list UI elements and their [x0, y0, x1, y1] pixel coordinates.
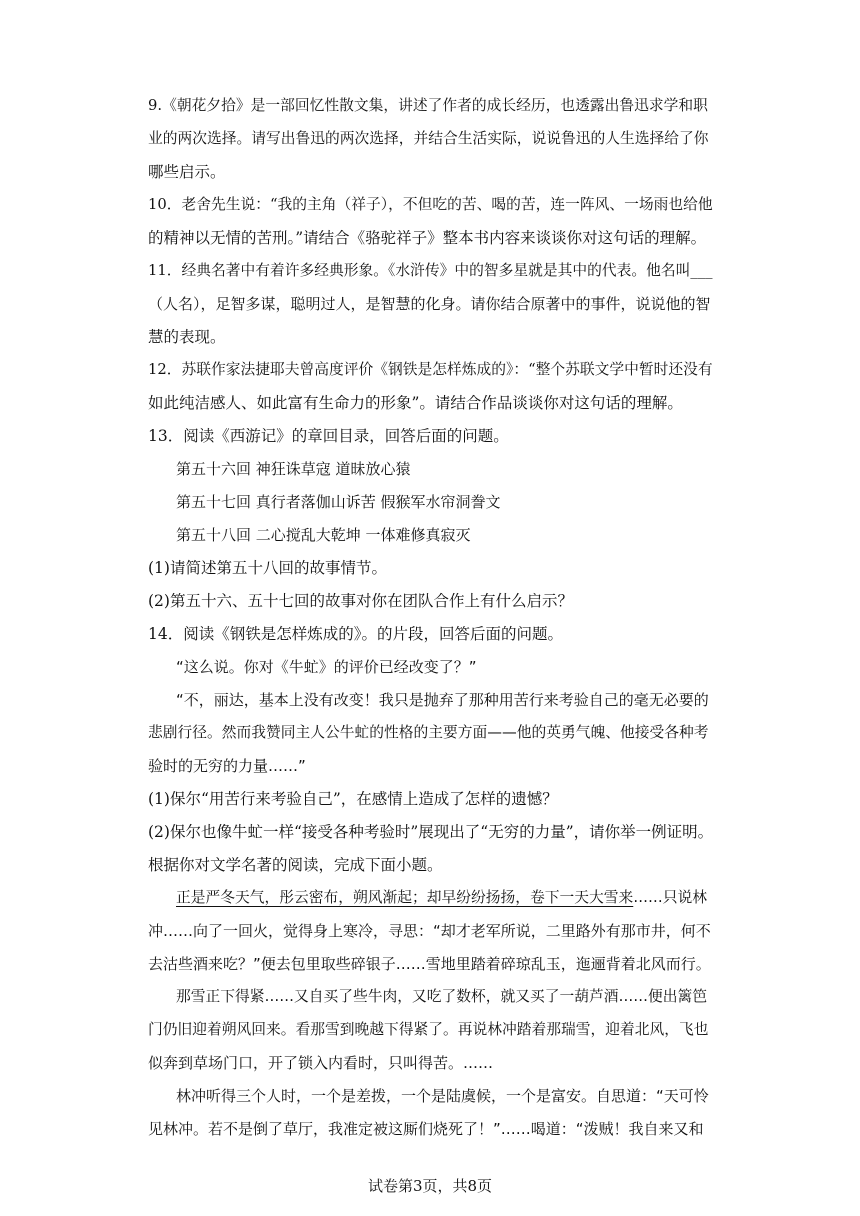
q13-chapter-57: 第五十七回 真行者落伽山诉苦 假猴军水帘洞誊文	[176, 493, 501, 511]
shuihu-passage-line-3: 去沽些酒来吃？”便去包里取些碎银子……雪地里踏着碎琼乱玉，迤逦背着北风而行。	[148, 955, 711, 973]
underlined-sentence: 正是严冬天气，彤云密布，朔风渐起；却早纷纷扬扬，卷下一天大雪来	[176, 889, 634, 906]
q9-line-3: 哪些启示。	[148, 163, 226, 181]
q11-line-3: 慧的表现。	[148, 328, 226, 346]
shuihu-passage-line-7: 林冲听得三个人时，一个是差拨，一个是陆虞候，一个是富安。自思道：“天可怜	[176, 1087, 709, 1105]
q13-sub-1: (1)请简述第五十八回的故事情节。	[148, 559, 387, 577]
q14-sub-2: (2)保尔也像牛虻一样“接受各种考验时”展现出了“无穷的力量”，请你举一例证明。	[148, 823, 714, 841]
q14-passage-line-3: 悲剧行径。然而我赞同主人公牛虻的性格的主要方面——他的英勇气魄、他接受各种考	[148, 724, 709, 741]
shuihu-passage-line-1	[176, 887, 707, 909]
q13-chapter-56: 第五十六回 神狂诛草寇 道昧放心猿	[176, 460, 411, 478]
section-intro: 根据你对文学名著的阅读，完成下面小题。	[148, 856, 443, 874]
q14-passage-line-2: “不，丽达，基本上没有改变！我只是抛弃了那种用苦行来考验自己的毫无必要的	[176, 691, 709, 709]
q14-passage-line-1: “这么说。你对《牛虻》的评价已经改变了？”	[176, 658, 477, 676]
page-footer: 试卷第3页，共8页	[367, 1177, 493, 1195]
shuihu-passage-line-4: 那雪正下得紧……又自买了些牛肉，又吃了数杯，就又买了一葫芦酒……便出篱笆	[176, 988, 707, 1005]
shuihu-passage-line-5: 门仍旧迎着朔风回来。看那雪到晚越下得紧了。再说林冲踏着那瑞雪，迎着北风，飞也	[148, 1021, 709, 1038]
q9-line-2: 业的两次选择。请写出鲁迅的两次选择，并结合生活实际，说说鲁迅的人生选择给了你	[148, 130, 709, 147]
q9-line-1: 9.《朝花夕拾》是一部回忆性散文集，讲述了作者的成长经历，也透露出鲁迅求学和职	[148, 97, 708, 114]
q14-stem: 14．阅读《钢铁是怎样炼成的》。的片段，回答后面的问题。	[148, 625, 563, 643]
q10-line-2: 的精神以无情的苦刑。”请结合《骆驼祥子》整本书内容来谈谈你对这句话的理解。	[148, 229, 707, 247]
shuihu-passage-line-6: 似奔到草场门口，开了锁入内看时，只叫得苦。……	[148, 1054, 494, 1072]
shuihu-passage-line-2: 冲……向了一回火，觉得身上寒冷，寻思：“却才老军所说，二里路外有那市井，何不	[148, 922, 711, 940]
q13-sub-2: (2)第五十六、五十七回的故事对你在团队合作上有什么启示？	[148, 592, 573, 610]
q12-line-2: 如此纯洁感人、如此富有生命力的形象”。请结合作品谈谈你对这句话的理解。	[148, 394, 683, 412]
shuihu-passage-line-8: 见林冲。若不是倒了草厅，我准定被这厮们烧死了！”……喝道：“泼贼！我自来又和	[148, 1120, 704, 1138]
q12-line-1: 12．苏联作家法捷耶夫曾高度评价《钢铁是怎样炼成的》：“整个苏联文学中暂时还没有	[148, 361, 713, 378]
q14-passage-line-4: 验时的无穷的力量……”	[148, 757, 306, 775]
q11-line-2: （人名），足智多谋，聪明过人，是智慧的化身。请你结合原著中的事件，说说他的智	[148, 295, 711, 313]
q13-stem: 13．阅读《西游记》的章回目录，回答后面的问题。	[148, 427, 509, 445]
q11-line-1: 11．经典名著中有着许多经典形象。《水浒传》中的智多星就是其中的代表。他名叫___	[148, 262, 713, 279]
passage-continuation: ……只说林	[633, 889, 707, 906]
q10-line-1: 10．老舍先生说：“我的主角（祥子），不但吃的苦、喝的苦，连一阵风、一场雨也给他	[148, 196, 713, 213]
q14-sub-1: (1)保尔“用苦行来考验自己”，在感情上造成了怎样的遗憾？	[148, 790, 558, 808]
q13-chapter-58: 第五十八回 二心搅乱大乾坤 一体难修真寂灭	[176, 526, 471, 544]
